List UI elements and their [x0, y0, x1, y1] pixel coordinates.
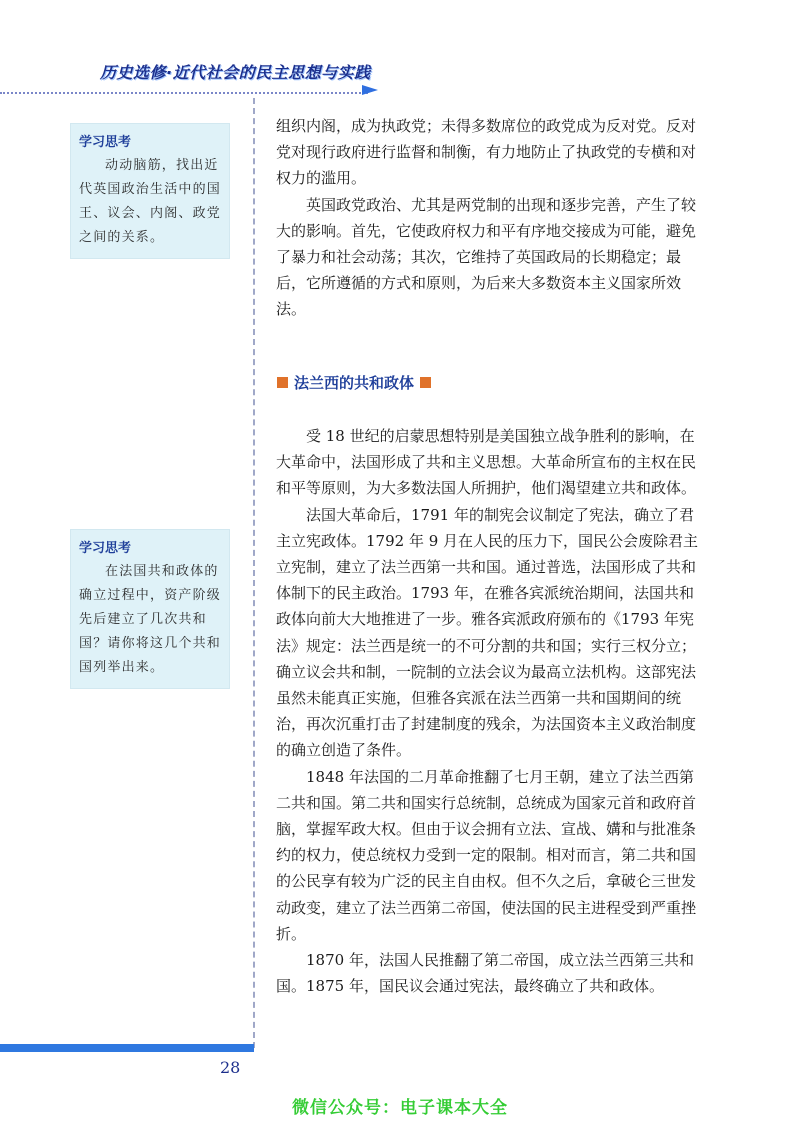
- watermark-text: 微信公众号：电子课本大全: [292, 1098, 508, 1118]
- section-heading: [277, 372, 431, 393]
- paragraph: 受 18 世纪的启蒙思想特别是美国独立战争胜利的影响，在大革命中，法国形成了共和主义思想。大革命所宣布的主权在民和平等原则，为大多数法国人所拥护，他们渴望建立共和政体。: [276, 427, 697, 498]
- paragraph: 组织内阁，成为执政党；未得多数席位的政党成为反对党。反对党对现行政府进行监督和制衡，有力地防止了执政党的专横和对权力的滥用。: [276, 117, 697, 188]
- square-bullet-icon: [420, 377, 431, 388]
- section-heading-text: 法兰西的共和政体: [294, 374, 415, 392]
- study-think-title: 学习思考: [79, 541, 132, 556]
- running-header-title: 历史选修·近代社会的民主思想与实践: [100, 63, 371, 82]
- study-think-box-2: [70, 529, 230, 689]
- paragraph: 法国大革命后，1791 年的制宪会议制定了宪法，确立了君主立宪政体。1792 年 9 月在人民的压力下，国民公会废除君主立宪制，建立了法兰西第一共和国。通过普选，法国形成了共和体制下的民主政治。1793 年，在雅各宾派统治期间，法国共和政体向前大大地推进了一步。雅各宾派政府颁布的《1793 年宪法》规定：法兰西是统一的不可分割的共和国；实行三权分立；确立议会共和制，一院制的立法会议为最高立法机构。这部宪法虽然未能真正实施，但雅各宾派在法兰西第一共和国期间的统治，再次沉重打击了封建制度的残余，为法国资本主义政治制度的确立创造了条件。: [276, 505, 699, 760]
- square-bullet-icon: [277, 377, 288, 388]
- study-think-box-1: [70, 123, 230, 259]
- header-arrow-icon: [362, 85, 378, 95]
- study-think-text: 在法国共和政体的确立过程中，资产阶级先后建立了几次共和国？请你将这几个共和国列举出来。: [79, 564, 222, 675]
- paragraph: 英国政党政治、尤其是两党制的出现和逐步完善，产生了较大的影响。首先，它使政府权力和平有序地交接成为可能，避免了暴力和社会动荡；其次，它维持了英国政局的长期稳定；最后，它所遵循的方式和原则，为后来大多数资本主义国家所效法。: [276, 195, 697, 319]
- column-divider: [253, 98, 255, 1048]
- footer-bar: [0, 1044, 254, 1052]
- main-text-section: [276, 423, 706, 999]
- paragraph: 1848 年法国的二月革命推翻了七月王朝，建立了法兰西第二共和国。第二共和国实行总统制，总统成为国家元首和政府首脑，掌握军政大权。但由于议会拥有立法、宣战、媾和与批准条约的权力，使总统权力受到一定的限制。相对而言，第二共和国的公民享有较为广泛的民主自由权。但不久之后，拿破仑三世发动政变，建立了法兰西第二帝国，使法国的民主进程受到严重挫折。: [276, 767, 697, 943]
- study-think-title: 学习思考: [79, 135, 132, 150]
- page-number: 28: [220, 1058, 241, 1077]
- study-think-text: 动动脑筋，找出近代英国政治生活中的国王、议会、内阁、政党之间的关系。: [79, 158, 222, 245]
- main-text-top: [276, 113, 706, 323]
- paragraph: 1870 年，法国人民推翻了第二帝国，成立法兰西第三共和国。1875 年，国民议会通过宪法，最终确立了共和政体。: [276, 951, 694, 996]
- header-dotted-rule: [0, 92, 368, 94]
